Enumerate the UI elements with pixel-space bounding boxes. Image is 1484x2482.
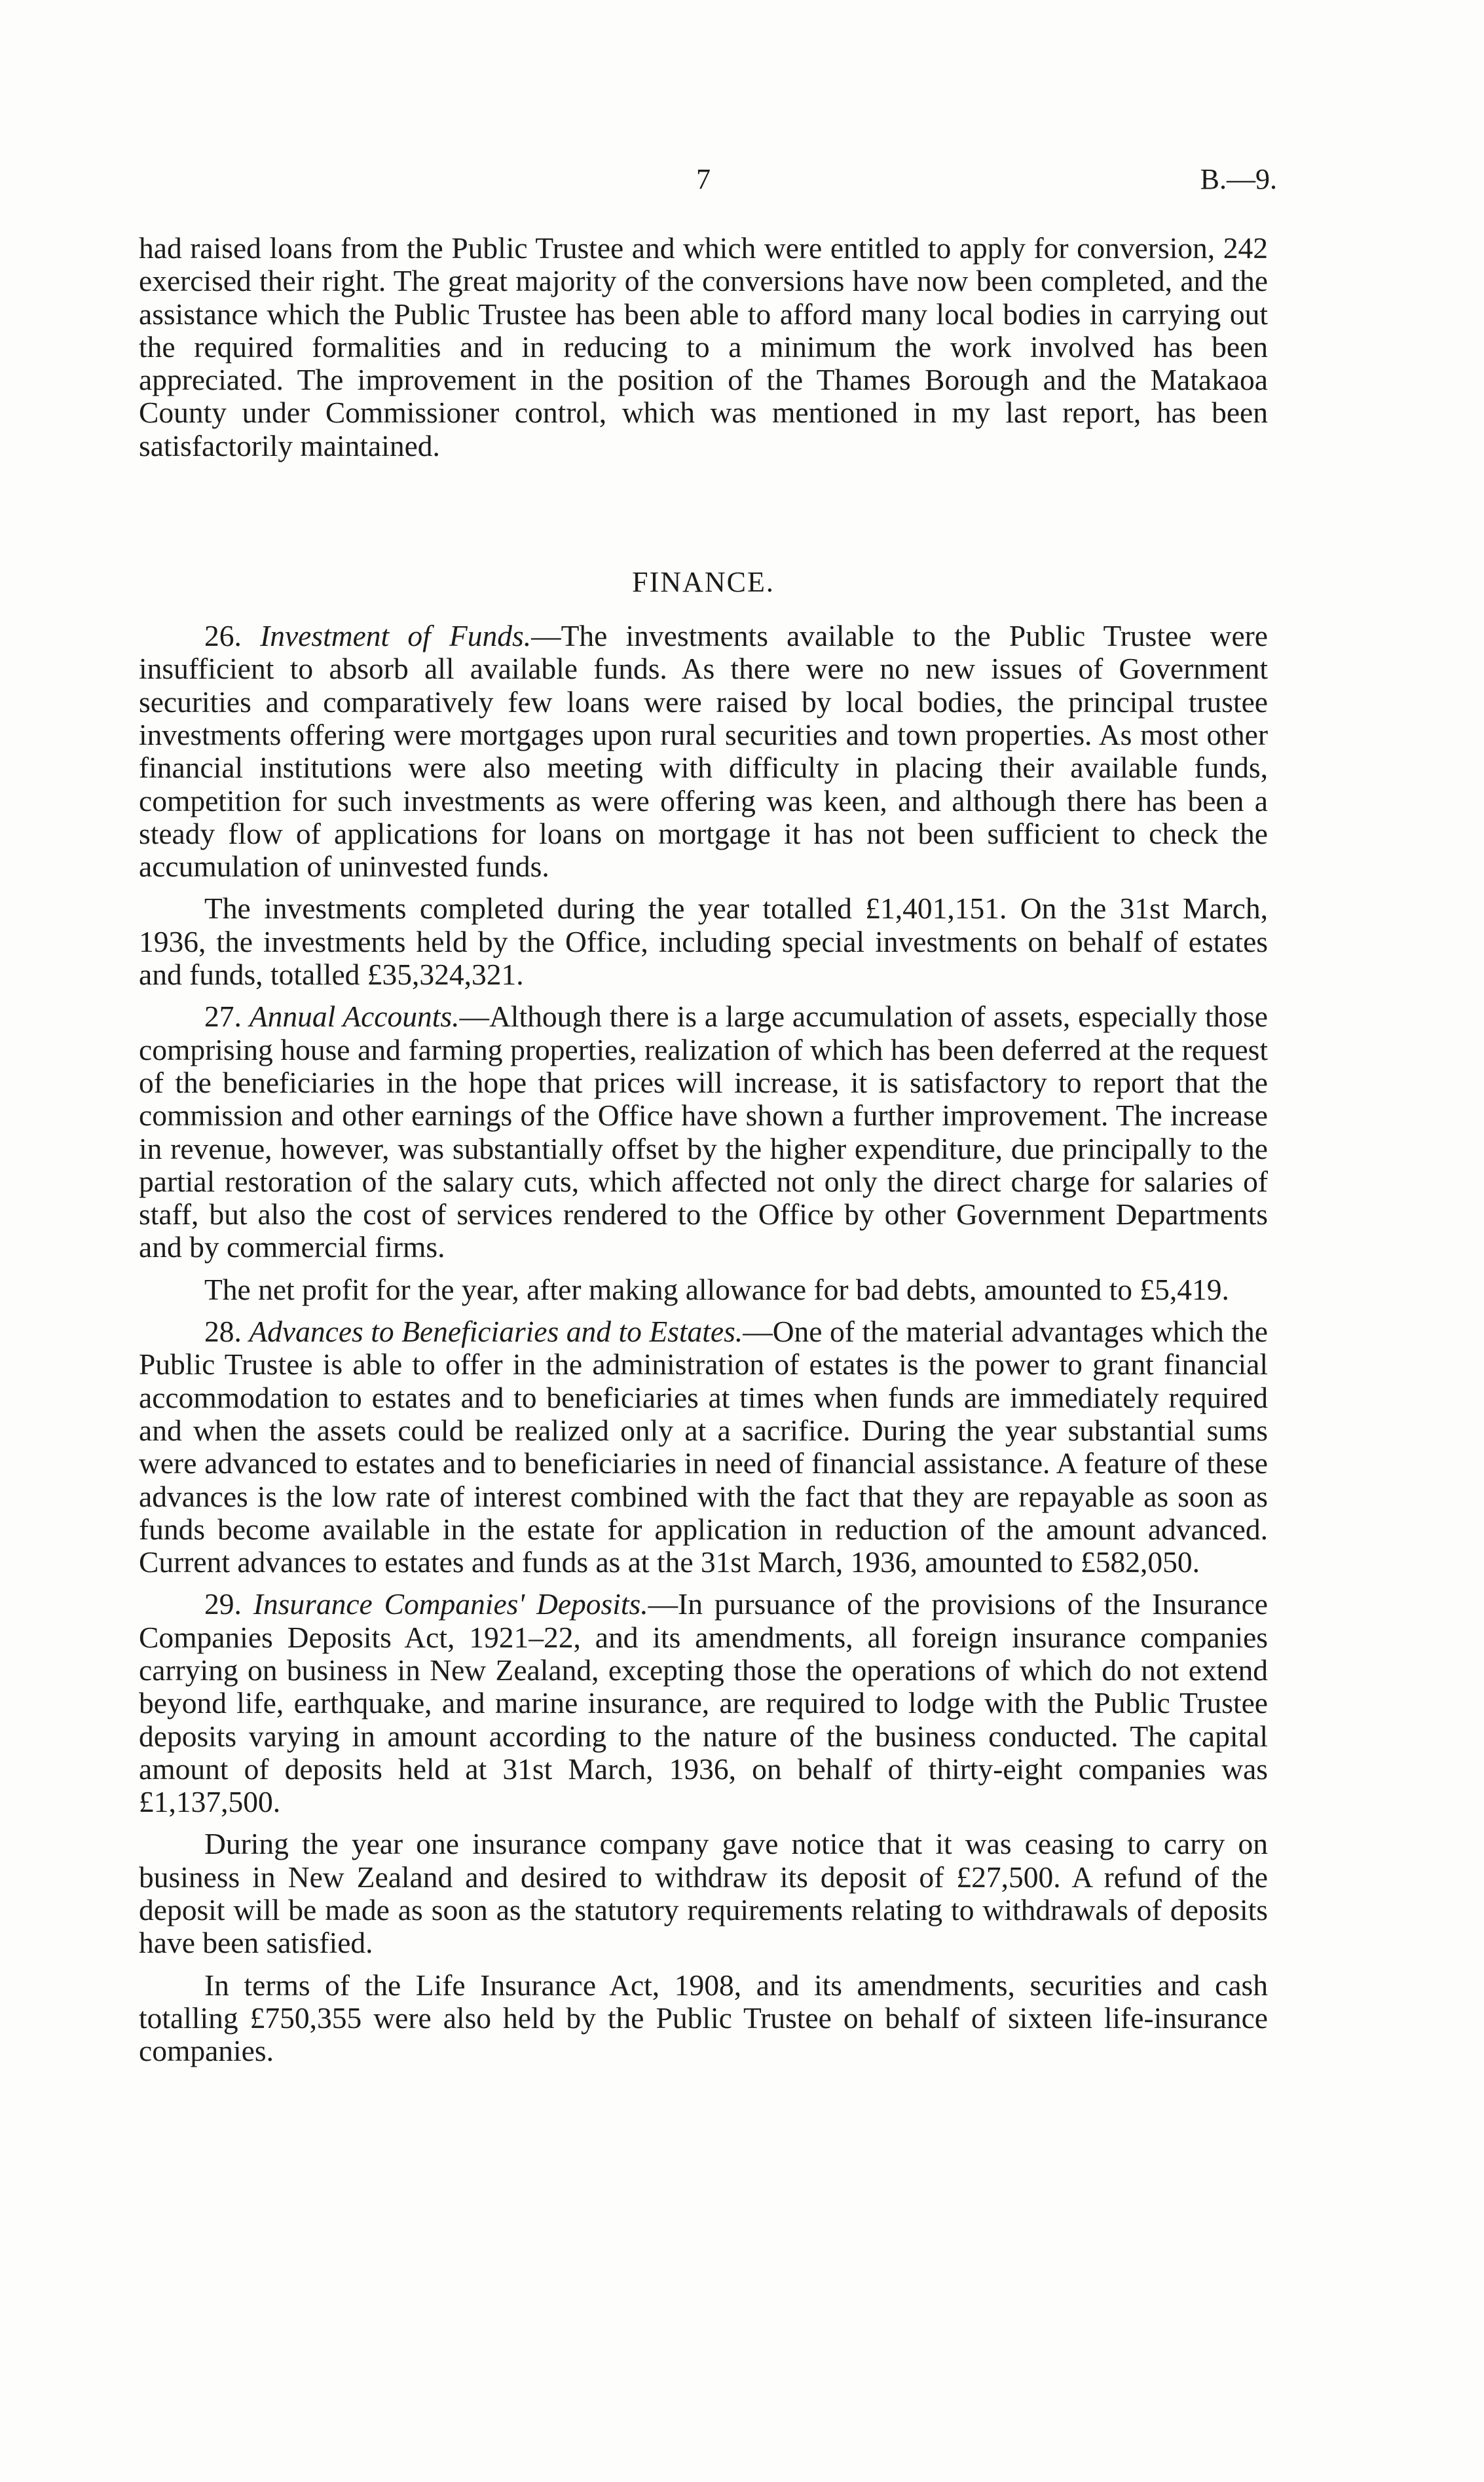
page-number: 7 (696, 163, 711, 195)
paragraph-number: 26. (204, 619, 242, 653)
paragraph-29 (139, 1588, 1268, 1818)
paragraph-text: —Although there is a large accumulation of assets, especially those comprising house and farming properties, realization of which has been deferred at the request of the beneficiaries in the hope that prices will increase, it is satisfactory to report that the commission and other earnings of the Office have shown a further improvement. The increase in revenue, however, was substantially offset by the higher expenditure, due principally to the partial restoration of the salary cuts, which affected not only the direct charge for salaries of staff, but also the cost of services rendered to the Office by other Government Departments and by commercial firms. (139, 1000, 1268, 1264)
paragraph-27-continued: The net profit for the year, after making allowance for bad debts, amounted to £5,419. (204, 1272, 1229, 1306)
paragraph-number: 27. (204, 1000, 242, 1034)
paragraph-text: —The investments available to the Public Trustee were insufficient to absorb all available funds. As there were no new issues of Government securities and comparatively few loans were raised by local bodies, the principal trustee investments offering were mortgages upon rural securities and town properties. As most other financial institutions were also meeting with difficulty in placing their available funds, competition for such investments as were offering was keen, and although there has been a steady flow of applications for loans on mortgage it has not been sufficient to check the accumulation of uninvested funds. (139, 619, 1268, 884)
paragraph-title: Investment of Funds. (260, 619, 532, 653)
paragraph-text: —In pursuance of the provisions of the Insurance Companies Deposits Act, 1921–22, and its amendments, all foreign insurance companies carrying on business in New Zealand, excepting those the operations of which do not extend beyond life, earthquake, and marine insurance, are required to lodge with the Public Trustee deposits varying in amount according to the nature of the business conducted. The capital amount of deposits held at 31st March, 1936, on behalf of thirty-eight companies was £1,137,500. (139, 1587, 1269, 1819)
page-header (139, 162, 1277, 202)
paragraph-26-continued: The investments completed during the year totalled £1,401,151. On the 31st March, 1936, the investments held by the Office, including special investments on behalf of estates and funds, totalled £35,324,321. (139, 892, 1268, 992)
paragraph-title: Insurance Companies' Deposits. (253, 1587, 648, 1621)
paragraph-text: —One of the material advantages which the Public Trustee is able to offer in the administration of estates is the power to grant financial accommodation to estates and to beneficiaries at times when funds are immediately required and when the assets could be realized only at a sacrifice. During the year substantial sums were advanced to estates and to beneficiaries in need of financial assistance. A feature of these advances is the low rate of interest combined with the fact that they are repayable as soon as funds become available in the estate for application in reduction of the amount advanced. Current advances to estates and funds as at the 31st March, 1936, amounted to £582,050. (139, 1315, 1269, 1579)
paragraph-title: Annual Accounts. (249, 1000, 460, 1034)
paragraph-28 (139, 1315, 1268, 1579)
document-body (139, 232, 1268, 2068)
paragraph-26 (139, 620, 1268, 883)
paragraph-title: Advances to Beneficiaries and to Estates. (249, 1315, 743, 1349)
paragraph-number: 28. (204, 1315, 242, 1349)
paragraph-27 (139, 1000, 1268, 1264)
paragraph-29-final: In terms of the Life Insurance Act, 1908, and its amendments, securities and cash totalling £750,355 were also held by the Public Trustee on behalf of sixteen life-insurance companies. (139, 1968, 1268, 2068)
page-reference: B.—9. (1200, 163, 1277, 195)
paragraph-29-continued: During the year one insurance company gave notice that it was ceasing to carry on business in New Zealand and desired to withdraw its deposit of £27,500. A refund of the deposit will be made as soon as the statutory requirements relating to withdrawals of deposits have been satisfied. (139, 1827, 1268, 1960)
paragraph-number: 29. (204, 1587, 242, 1621)
section-heading-finance: FINANCE. (632, 566, 775, 599)
intro-paragraph: had raised loans from the Public Trustee and which were entitled to apply for conversion, 242 exercised their right. The great majority of the conversions have now been completed, and the assistance which the Public Trustee has been able to afford many local bodies in carrying out the required formalities and in reducing to a minimum the work involved has been appreciated. The improvement in the position of the Thames Borough and the Matakaoa County under Commissioner control, which was mentioned in my last report, has been satisfactorily maintained. (139, 231, 1268, 462)
